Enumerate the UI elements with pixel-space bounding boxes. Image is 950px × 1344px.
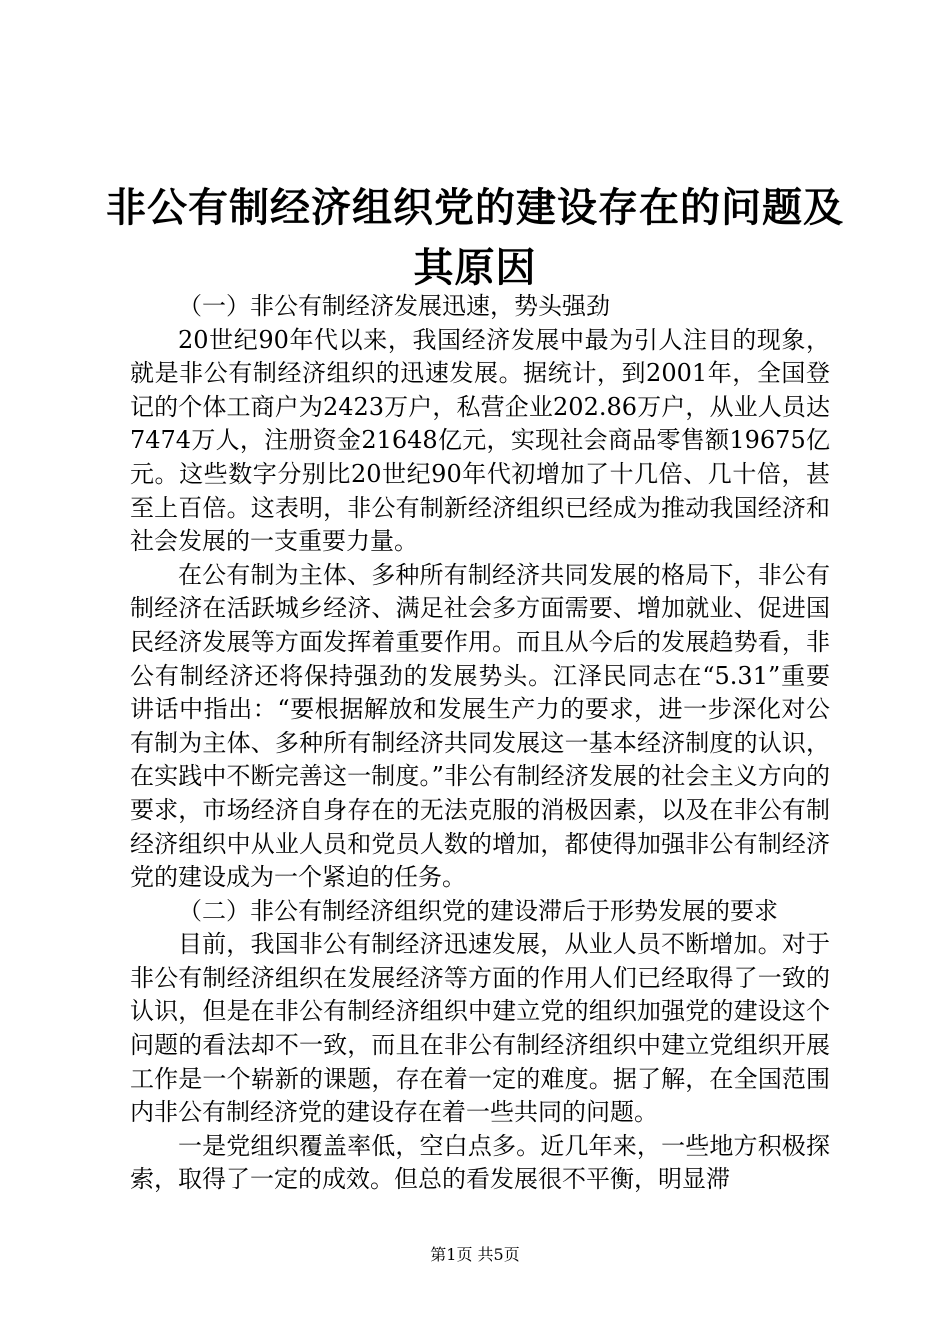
page-footer: 第1页 共5页 [430, 1245, 520, 1264]
paragraph-2: 在公有制为主体、多种所有制经济共同发展的格局下，非公有制经济在活跃城乡经济、满足社会多方面需要、增加就业、促进国民经济发展等方面发挥着重要作用。而且从今后的发展趋势看，非公有制经济还将保持强劲的发展势头。江泽民同志在“5.31”重要讲话中指出：“要根据解放和发展生产力的要求，进一步深化对公有制为主体、多种所有制经济共同发展这一基本经济制度的认识，在实践中不断完善这一制度。”非公有制经济发展的社会主义方向的要求，市场经济自身存在的无法克服的消极因素，以及在非公有制经济组织中从业人员和党员人数的增加，都使得加强非公有制经济党的建设成为一个紧迫的任务。 [130, 560, 830, 892]
paragraph-1: 20世纪90年代以来，我国经济发展中最为引人注目的现象，就是非公有制经济组织的迅速发展。据统计，到2001年，全国登记的个体工商户为2423万户，私营企业202.86万户，从业人员达7474万人，注册资金21648亿元，实现社会商品零售额19675亿元。这些数字分别比20世纪90年代初增加了十几倍、几十倍，甚至上百倍。这表明，非公有制新经济组织已经成为推动我国经济和社会发展的一支重要力量。 [130, 325, 830, 556]
paragraph-3: 目前，我国非公有制经济迅速发展，从业人员不断增加。对于非公有制经济组织在发展经济等方面的作用人们已经取得了一致的认识，但是在非公有制经济组织中建立党的组织加强党的建设这个问题的看法却不一致，而且在非公有制经济组织中建立党组织开展工作是一个崭新的课题，存在着一定的难度。据了解，在全国范围内非公有制经济党的建设存在着一些共同的问题。 [130, 930, 830, 1127]
paragraph-4: 一是党组织覆盖率低，空白点多。近几年来，一些地方积极探索，取得了一定的成效。但总的看发展很不平衡，明显滞 [130, 1131, 830, 1194]
document-body [130, 290, 830, 1197]
section-heading-2: （二）非公有制经济组织党的建设滞后于形势发展的要求 [178, 896, 778, 925]
section-heading-1: （一）非公有制经济发展迅速，势头强劲 [178, 292, 610, 320]
document-title: 非公有制经济组织党的建设存在的问题及其原因 [106, 185, 844, 291]
